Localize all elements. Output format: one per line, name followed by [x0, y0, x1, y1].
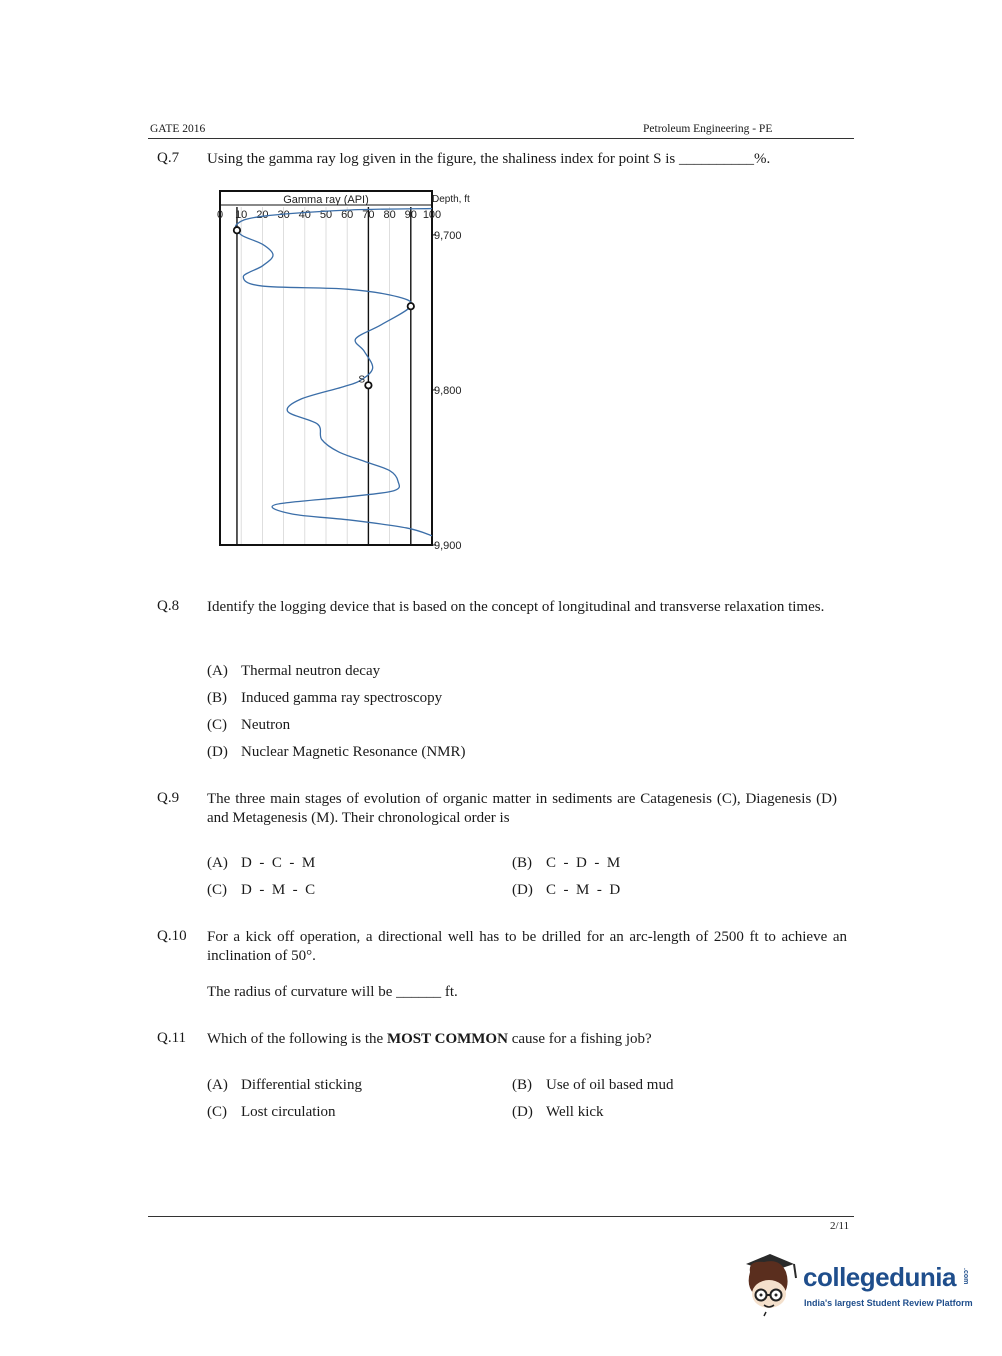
gamma-ray-curve [236, 209, 432, 536]
chart-title: Gamma ray (API) [283, 194, 369, 206]
option-b: (B) C - D - M [512, 855, 621, 871]
question-number: Q.8 [157, 598, 180, 614]
logo-tagline: India's largest Student Review Platform [804, 1298, 973, 1308]
x-tick-label: 90 [404, 209, 417, 221]
x-tick-label: 30 [277, 209, 290, 221]
option-d: (D) C - M - D [512, 882, 621, 898]
footer-rule [148, 1216, 854, 1217]
curve-marker [365, 382, 371, 388]
x-tick-label: 0 [216, 209, 224, 221]
option-c: (C) Neutron [207, 717, 291, 733]
reference-lines [237, 207, 411, 545]
option-b: (B) Use of oil based mud [512, 1077, 674, 1093]
curve-markers [234, 227, 414, 388]
x-tick-label: 60 [341, 209, 354, 221]
x-tick-label: 100 [422, 209, 442, 221]
point-s-label: S [358, 374, 366, 386]
gamma-ray-log-chart [200, 185, 500, 565]
option-a: (A) Thermal neutron decay [207, 663, 381, 679]
option-c: (C) Lost circulation [207, 1104, 336, 1120]
question-subtext: The radius of curvature will be ______ ft. [207, 984, 458, 1000]
option-a: (A) Differential sticking [207, 1077, 362, 1093]
x-tick-label: 50 [319, 209, 333, 221]
logo-wordmark: collegedunia [803, 1262, 956, 1292]
header-exam: GATE 2016 [150, 123, 206, 135]
curve-marker [408, 303, 414, 309]
option-b: (B) Induced gamma ray spectroscopy [207, 690, 443, 706]
question-text: Using the gamma ray log given in the figure, the shaliness index for point S is __________%. [207, 151, 771, 167]
mascot-icon [740, 1250, 802, 1318]
header-subject: Petroleum Engineering - PE [643, 123, 773, 135]
page-number: 2/11 [830, 1220, 850, 1232]
depth-tick-label: 9,900 [434, 540, 462, 552]
option-c: (C) D - M - C [207, 882, 316, 898]
option-a: (A) D - C - M [207, 855, 316, 871]
x-tick-label: 20 [256, 209, 269, 221]
question-text: For a kick off operation, a directional well has to be drilled for an arc-length of 2500 ft to achieve an inclination of 50°. [207, 929, 847, 964]
depth-tick-label: 9,700 [434, 229, 462, 242]
chart-grid [241, 207, 411, 545]
x-tick-label: 70 [362, 209, 375, 221]
question-number: Q.9 [157, 790, 180, 806]
depth-tick-label: 9,800 [434, 384, 462, 397]
question-text: Identify the logging device that is based on the concept of longitudinal and transverse relaxation times. [207, 599, 825, 615]
logo-domain: .com [962, 1268, 969, 1285]
question-number: Q.10 [157, 928, 187, 944]
option-d: (D) Nuclear Magnetic Resonance (NMR) [207, 744, 466, 760]
depth-axis-label: Depth, ft [432, 194, 470, 205]
question-number: Q.7 [157, 150, 180, 166]
x-tick-label: 10 [235, 209, 248, 221]
x-tick-label: 40 [298, 209, 311, 221]
question-number: Q.11 [157, 1030, 187, 1046]
question-text: Which of the following is the MOST COMMON cause for a fishing job? [207, 1031, 652, 1047]
header-rule [148, 138, 854, 139]
depth-tick-labels [432, 230, 462, 552]
option-d: (D) Well kick [512, 1104, 604, 1120]
x-tick-label: 80 [383, 209, 396, 221]
curve-marker [234, 227, 240, 233]
question-text: The three main stages of evolution of organic matter in sediments are Catagenesis (C), Diagenesis (D) and Metagenesis (M). Their chronological order is [207, 791, 837, 826]
collegedunia-logo[interactable] [740, 1250, 975, 1320]
